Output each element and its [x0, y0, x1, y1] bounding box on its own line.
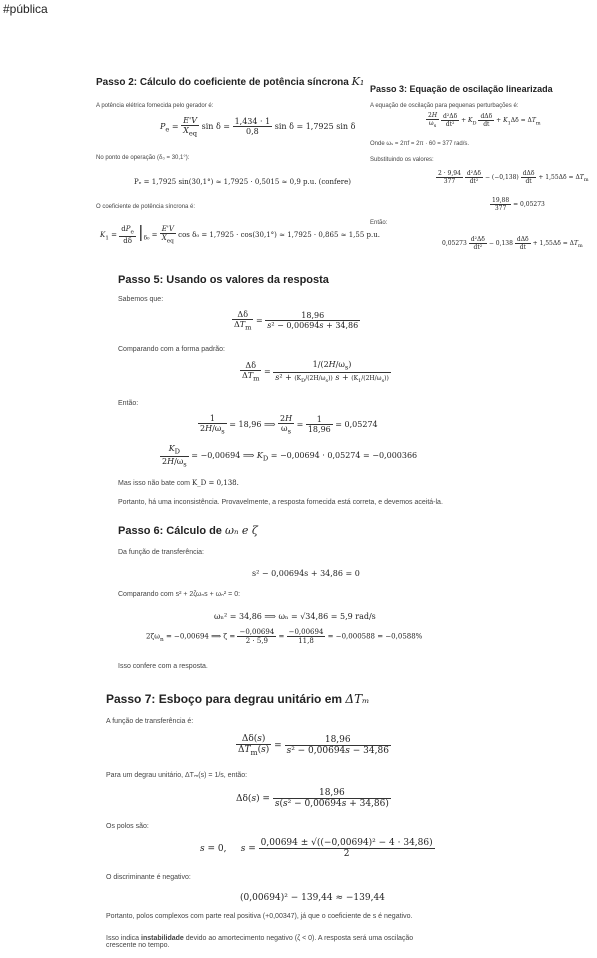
- step7-text-3: Os polos são:: [106, 823, 149, 830]
- step6-eq-3: $2\zeta\omega_n = -0,00694$ ⟹ ζ = $\frac{-0,00694}{2 \cdot 5,9}$ = $\frac{-0,00694}{11,8}$ = −0,000588 = −0,0588%: [146, 628, 423, 645]
- step2-title-math: K₁: [351, 75, 365, 88]
- step5-text-4b: K_D = 0,138.: [191, 479, 239, 487]
- step7-eq-1: $\frac{\Delta\delta(s)}{\Delta T_m(s)}$ = $\frac{18,96}{\text{s² − 0,00694s − 34,86}}$: [238, 734, 389, 757]
- step2-eq-1: $P_e$ = $\frac{E'V}{X_{eq}}$ sin δ = $\frac{1,434 \cdot 1}{0,8}$ sin δ = 1,7925 sin δ: [160, 116, 356, 138]
- step7-text-6d: crescente no tempo.: [106, 942, 170, 949]
- step5-text-1: Sabemos que:: [118, 296, 164, 303]
- step5-text-2: Comparando com a forma padrão:: [118, 346, 225, 353]
- step5-eq-4: $\frac{K_D}{2H/\omega_s}$ = −0,00694 ⟹ $K_D = -0,00694 \cdot 0,05274 = -0,000366$: [162, 444, 418, 469]
- step7-text-1: A função de transferência é:: [106, 718, 194, 725]
- step3-title: Passo 3: Equação de oscilação linearizada: [370, 84, 553, 94]
- step7-title: [106, 692, 369, 706]
- step2-title-text: Passo 2: Cálculo do coeficiente de potência síncrona: [96, 77, 349, 88]
- step7-text-6a: Isso indica: [106, 935, 140, 942]
- step7-text-4: O discriminante é negativo:: [106, 874, 191, 881]
- step3-eq-1: $\frac{2H}{\omega_s}$ $\frac{\text{d²Δδ}}{\text{dt²}}$ + $K_D$ $\frac{\text{dΔδ}}{dt}$ + $K_1\Delta\delta = \Delta T_m$: [428, 112, 541, 130]
- step7-eq-2: Δδ(s) = $\frac{18,96}{\text{s(s² − 0,00694s + 34,86)}}$: [236, 788, 389, 809]
- step6-text-3: Isso confere com a resposta.: [118, 663, 208, 670]
- step2-eq-2: Pₑ = 1,7925 sin(30,1°) ≈ 1,7925 · 0,5015 ≈ 0,9 p.u. (confere): [134, 178, 351, 186]
- step3-text-4: Então:: [370, 220, 388, 226]
- public-tag: #pública: [3, 2, 48, 16]
- step6-title-math: ωₙ e ζ: [225, 524, 258, 537]
- step3-text-3: Substituindo os valores:: [370, 157, 434, 163]
- step3-text-2: Onde ωₛ = 2πf = 2π · 60 = 377 rad/s.: [370, 141, 470, 147]
- step3-eq-3: $\frac{19,88}{377}$ = 0,05273: [492, 197, 545, 212]
- step2-text-3: O coeficiente de potência síncrona é:: [96, 204, 196, 210]
- step7-title-math: ΔTₘ: [345, 692, 370, 706]
- step7-text-6b: instabilidade: [141, 935, 184, 942]
- step5-text-5: Portanto, há uma inconsistência. Provavelmente, a resposta fornecida está correta, e devemos aceitá-la.: [118, 499, 443, 506]
- step7-eq-4: (0,00694)² − 139,44 ≈ −139,44: [240, 893, 385, 903]
- step6-text-2: Comparando com s² + 2ζωₙs + ωₙ² = 0:: [118, 591, 241, 598]
- step5-text-3: Então:: [118, 400, 139, 407]
- step2-text-2: No ponto de operação (δ₀ = 30,1°):: [96, 155, 190, 161]
- step3-eq-4: 0,05273 $\frac{\text{d²Δδ}}{\text{dt²}}$ − 0,138 $\frac{\text{dΔδ}}{dt}$ + $1,55\Delta\delta = \Delta T_m$: [442, 236, 583, 251]
- step5-eq-3: $\frac{1}{2H/\omega_s}$ = 18,96 ⟹ $\frac{2H}{\omega_s}$ = $\frac{1}{18,96}$ = 0,05274: [200, 414, 378, 436]
- step7-title-text: Passo 7: Esboço para degrau unitário em: [106, 692, 343, 706]
- step7-text-5: Portanto, polos complexos com parte real positiva (+0,00347), já que o coeficiente de s é negativo.: [106, 913, 413, 920]
- step2-text-1: A potência elétrica fornecida pelo gerador é:: [96, 103, 214, 109]
- step5-text-4: [118, 479, 239, 487]
- step2-title: [96, 75, 364, 88]
- step7-text-6: [106, 935, 526, 949]
- step6-title-text: Passo 6: Cálculo de: [118, 525, 222, 537]
- step5-eq-1: $\frac{\Delta\delta}{\Delta T_m}$ = $\frac{18,96}{\text{s² − 0,00694s + 34,86}}$: [234, 310, 359, 332]
- step6-eq-1: s² − 0,00694s + 34,86 = 0: [252, 569, 360, 578]
- step3-eq-2: $\frac{2 \cdot 9,94}{377}$ $\frac{\text{d²Δδ}}{\text{dt²}}$ − (−0,138) $\frac{\text{dΔδ}}{dt}$ + $1,55\Delta\delta = \Delta T_m$: [438, 170, 589, 185]
- step6-text-1: Da função de transferência:: [118, 549, 204, 556]
- step3-text-1: A equação de oscilação para pequenas perturbações é:: [370, 103, 519, 109]
- step2-eq-3: $K_1$ = $\frac{dP_e}{d\delta}$ $|_{\delta_0}$ = $\frac{E'V}{X_{eq}}$ cos δ₀ = 1,7925 · cos(30,1°) ≈ 1,7925 · 0,865 ≈ 1,55 p.u.: [100, 222, 380, 245]
- step7-text-6c: devido ao amortecimento negativo (ζ < 0). A resposta será uma oscilação: [185, 935, 414, 942]
- step6-title: [118, 524, 258, 537]
- step5-text-4a: Mas isso não bate com: [118, 480, 190, 487]
- step5-title: Passo 5: Usando os valores da resposta: [118, 274, 329, 286]
- step7-eq-3: s = 0, s = $\frac{\text{0,00694 ± √((−0,00694)² − 4 · 34,86)}}{2}$: [200, 838, 433, 859]
- step5-eq-2: $\frac{\Delta\delta}{\Delta T_m}$ = $\frac{1/(2H/\omega_s)}{s^2 + (K_D/(2H/\omega_s)) s + (K_1/(2H/\omega_s))}$: [242, 360, 389, 384]
- step7-text-2: Para um degrau unitário, ΔTₘ(s) = 1/s, então:: [106, 772, 248, 779]
- step6-eq-2: ωₙ² = 34,86 ⟹ ωₙ = √34,86 = 5,9 rad/s: [214, 612, 376, 621]
